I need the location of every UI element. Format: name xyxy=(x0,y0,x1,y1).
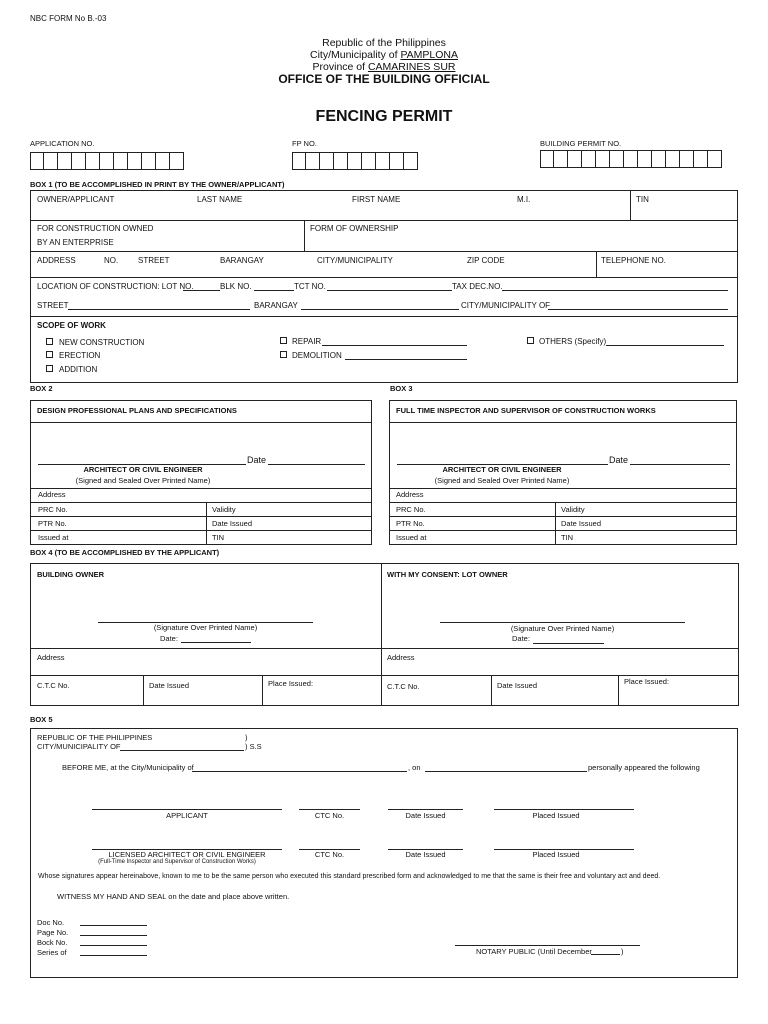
box2-heading: DESIGN PROFESSIONAL PLANS AND SPECIFICATIONS xyxy=(37,406,237,415)
form-code: NBC FORM No B.-03 xyxy=(30,14,107,23)
box3-ptr-label: PTR No. xyxy=(396,519,425,528)
city-line xyxy=(0,49,768,61)
box3-role: ARCHITECT OR CIVIL ENGINEER xyxy=(442,465,562,474)
office-title: OFFICE OF THE BUILDING OFFICIAL xyxy=(278,72,490,86)
lot-owner-address-label: Address xyxy=(387,653,415,662)
notary-paren: ) xyxy=(621,947,624,956)
city2-line[interactable] xyxy=(548,309,728,310)
box1-caption: BOX 1 (TO BE ACCOMPLISHED IN PRINT BY THE OWNER/APPLICANT) xyxy=(30,180,285,189)
building-permit-no-cells[interactable] xyxy=(540,150,722,168)
street2-line[interactable] xyxy=(68,309,250,310)
box2-date-issued-label: Date Issued xyxy=(212,519,253,528)
applicant-date-issued-line[interactable] xyxy=(388,809,463,810)
on-text: , on xyxy=(408,763,421,772)
barangay2-label: BARANGAY xyxy=(254,301,298,310)
building-owner-address-label: Address xyxy=(37,653,65,662)
building-owner-date-issued-label: Date Issued xyxy=(149,681,190,690)
box3-heading: FULL TIME INSPECTOR AND SUPERVISOR OF CONSTRUCTION WORKS xyxy=(396,406,656,415)
before-me-text: BEFORE ME, at the City/Municipality of xyxy=(62,763,194,772)
notary-line[interactable] xyxy=(455,945,640,946)
others-label: OTHERS (Specify) xyxy=(539,337,607,346)
demolition-line[interactable] xyxy=(345,359,467,360)
licensed-ctc-label: CTC No. xyxy=(314,850,345,859)
doc-no-label: Doc No. xyxy=(37,918,65,927)
repair-checkbox[interactable] xyxy=(280,337,287,344)
applicant-line[interactable] xyxy=(92,809,282,810)
building-owner-date-label: Date: xyxy=(160,634,178,643)
book-no-line[interactable] xyxy=(80,945,147,946)
applicant-placed-issued-label: Placed Issued xyxy=(532,811,580,820)
construction-owned-label: FOR CONSTRUCTION OWNED xyxy=(37,224,154,233)
building-owner-place-issued-label: Place Issued: xyxy=(268,679,314,688)
telephone-label: TELEPHONE NO. xyxy=(601,256,666,265)
city2-label: CITY/MUNICIPALITY OF xyxy=(461,301,551,310)
doc-no-line[interactable] xyxy=(80,925,147,926)
street2-label: STREET xyxy=(37,301,69,310)
building-owner-date-line[interactable] xyxy=(181,642,251,643)
whose-signatures-text: Whose signatures appear hereinabove, known to me to be the same person who executed this standard prescribed form and acknowledged to me that the same is their free and voluntary act and deed. xyxy=(38,873,661,880)
box2-tin-label: TIN xyxy=(212,533,225,542)
page-title: FENCING PERMIT xyxy=(315,108,453,125)
by-enterprise-label: BY AN ENTERPRISE xyxy=(37,238,114,247)
box3-address-label: Address xyxy=(396,490,424,499)
lot-owner-signature-label: (Signature Over Printed Name) xyxy=(510,624,615,633)
series-line[interactable] xyxy=(80,955,147,956)
tax-dec-line[interactable] xyxy=(502,290,728,291)
province-value: CAMARINES SUR xyxy=(367,61,456,73)
box3-signed-note: (Signed and Sealed Over Printed Name) xyxy=(434,476,570,485)
building-permit-no-label: BUILDING PERMIT NO. xyxy=(540,139,622,148)
new-construction-checkbox[interactable] xyxy=(46,338,53,345)
no-label: NO. xyxy=(104,256,119,265)
box4-caption: BOX 4 (TO BE ACCOMPLISHED BY THE APPLICANT) xyxy=(30,548,220,557)
fp-no-label: FP NO. xyxy=(292,139,317,148)
lot-owner-place-issued-label: Place Issued: xyxy=(624,677,670,686)
fulltime-label: (Full-Time Inspector and Supervisor of Construction Works) xyxy=(98,859,256,865)
box3-date-line[interactable] xyxy=(630,464,730,465)
applicant-ctc-label: CTC No. xyxy=(314,811,345,820)
box3-tin-label: TIN xyxy=(561,533,574,542)
ss-text: ) S.S xyxy=(245,742,262,751)
city-label: City/Municipality of xyxy=(309,49,398,61)
building-owner-ctc-label: C.T.C No. xyxy=(37,681,70,690)
box3-prc-label: PRC No. xyxy=(396,505,426,514)
republic-line: Republic of the Philippines xyxy=(322,37,446,49)
zip-code-label: ZIP CODE xyxy=(467,256,505,265)
blk-no-label: BLK NO. xyxy=(220,282,252,291)
city-of-line[interactable] xyxy=(120,750,244,751)
erection-checkbox[interactable] xyxy=(46,351,53,358)
application-no-cells[interactable] xyxy=(30,152,184,170)
licensed-label: LICENSED ARCHITECT OR CIVIL ENGINEER xyxy=(108,850,266,859)
barangay-label: BARANGAY xyxy=(220,256,264,265)
box2-date-line[interactable] xyxy=(268,464,365,465)
location-label: LOCATION OF CONSTRUCTION: LOT NO. xyxy=(37,282,194,291)
box2-role: ARCHITECT OR CIVIL ENGINEER xyxy=(83,465,203,474)
province-label: Province of xyxy=(312,61,366,73)
applicant-label: APPLICANT xyxy=(166,811,208,820)
scope-of-work-label: SCOPE OF WORK xyxy=(37,321,106,330)
box3-date-issued-label: Date Issued xyxy=(561,519,602,528)
page-no-label: Page No. xyxy=(37,928,69,937)
building-owner-heading: BUILDING OWNER xyxy=(37,570,105,579)
box2-validity-label: Validity xyxy=(212,505,236,514)
lot-owner-date-line[interactable] xyxy=(533,643,604,644)
notary-until-line[interactable] xyxy=(591,954,620,955)
applicant-ctc-line[interactable] xyxy=(299,809,360,810)
city-of-label: CITY/MUNICIPALITY OF xyxy=(37,742,121,751)
erection-label: ERECTION xyxy=(59,351,101,360)
box2-signed-note: (Signed and Sealed Over Printed Name) xyxy=(75,476,211,485)
republic-paren: ) xyxy=(245,733,248,742)
notary-label: NOTARY PUBLIC (Until December xyxy=(476,947,592,956)
owner-applicant-label: OWNER/APPLICANT xyxy=(37,195,115,204)
address-label: ADDRESS xyxy=(37,256,76,265)
before-me-city-line[interactable] xyxy=(192,771,407,772)
box2-issued-at-label: Issued at xyxy=(38,533,69,542)
lot-no-line[interactable] xyxy=(183,290,220,291)
last-name-label: LAST NAME xyxy=(197,195,243,204)
box3-validity-label: Validity xyxy=(561,505,585,514)
others-checkbox[interactable] xyxy=(527,337,534,344)
tax-dec-label: TAX DEC.NO. xyxy=(452,282,503,291)
appeared-text: personally appeared the following xyxy=(588,763,700,772)
city-value: PAMPLONA xyxy=(400,49,459,61)
lot-owner-ctc-label: C.T.C No. xyxy=(387,682,420,691)
lot-owner-date-label: Date: xyxy=(512,634,530,643)
tct-no-line[interactable] xyxy=(327,290,452,291)
addition-checkbox[interactable] xyxy=(46,365,53,372)
box5-caption: BOX 5 xyxy=(30,715,53,724)
lot-owner-heading: WITH MY CONSENT: LOT OWNER xyxy=(387,570,508,579)
page-no-line[interactable] xyxy=(80,935,147,936)
form-ownership-label: FORM OF OWNERSHIP xyxy=(310,224,399,233)
city-municipality-label: CITY/MUNICIPALITY xyxy=(317,256,393,265)
street-label: STREET xyxy=(138,256,170,265)
tct-no-label: TCT NO. xyxy=(294,282,326,291)
box2-caption: BOX 2 xyxy=(30,384,53,393)
box3-date-label: Date xyxy=(609,455,629,465)
applicant-date-issued-label: Date Issued xyxy=(405,811,446,820)
repair-label: REPAIR xyxy=(292,337,322,346)
mi-label: M.I. xyxy=(517,195,531,204)
box3-caption: BOX 3 xyxy=(390,384,413,393)
book-no-label: Bock No. xyxy=(37,938,68,947)
witness-text: WITNESS MY HAND AND SEAL on the date and place above written. xyxy=(57,892,290,901)
demolition-checkbox[interactable] xyxy=(280,351,287,358)
new-construction-label: NEW CONSTRUCTION xyxy=(59,338,145,347)
series-label: Series of xyxy=(37,948,67,957)
licensed-date-issued-label: Date Issued xyxy=(405,850,446,859)
building-owner-signature-label: (Signature Over Printed Name) xyxy=(153,623,258,632)
box2-prc-label: PRC No. xyxy=(38,505,68,514)
republic-text: REPUBLIC OF THE PHILIPPINES xyxy=(37,733,153,742)
application-no-label: APPLICATION NO. xyxy=(30,139,95,148)
box2-date-label: Date xyxy=(247,455,267,465)
first-name-label: FIRST NAME xyxy=(352,195,401,204)
lot-owner-signature-line[interactable] xyxy=(440,622,685,623)
repair-line[interactable] xyxy=(322,345,467,346)
applicant-placed-issued-line[interactable] xyxy=(494,809,634,810)
blk-no-line[interactable] xyxy=(254,290,294,291)
licensed-placed-issued-label: Placed Issued xyxy=(532,850,580,859)
box2-ptr-label: PTR No. xyxy=(38,519,67,528)
demolition-label: DEMOLITION xyxy=(292,351,342,360)
barangay2-line[interactable] xyxy=(301,309,459,310)
tin-label: TIN xyxy=(636,195,649,204)
addition-label: ADDITION xyxy=(59,365,98,374)
box3-issued-at-label: Issued at xyxy=(396,533,427,542)
fp-no-cells[interactable] xyxy=(292,152,418,170)
on-date-line[interactable] xyxy=(425,771,587,772)
others-line[interactable] xyxy=(606,345,724,346)
lot-owner-date-issued-label: Date Issued xyxy=(497,681,538,690)
box2-address-label: Address xyxy=(38,490,66,499)
